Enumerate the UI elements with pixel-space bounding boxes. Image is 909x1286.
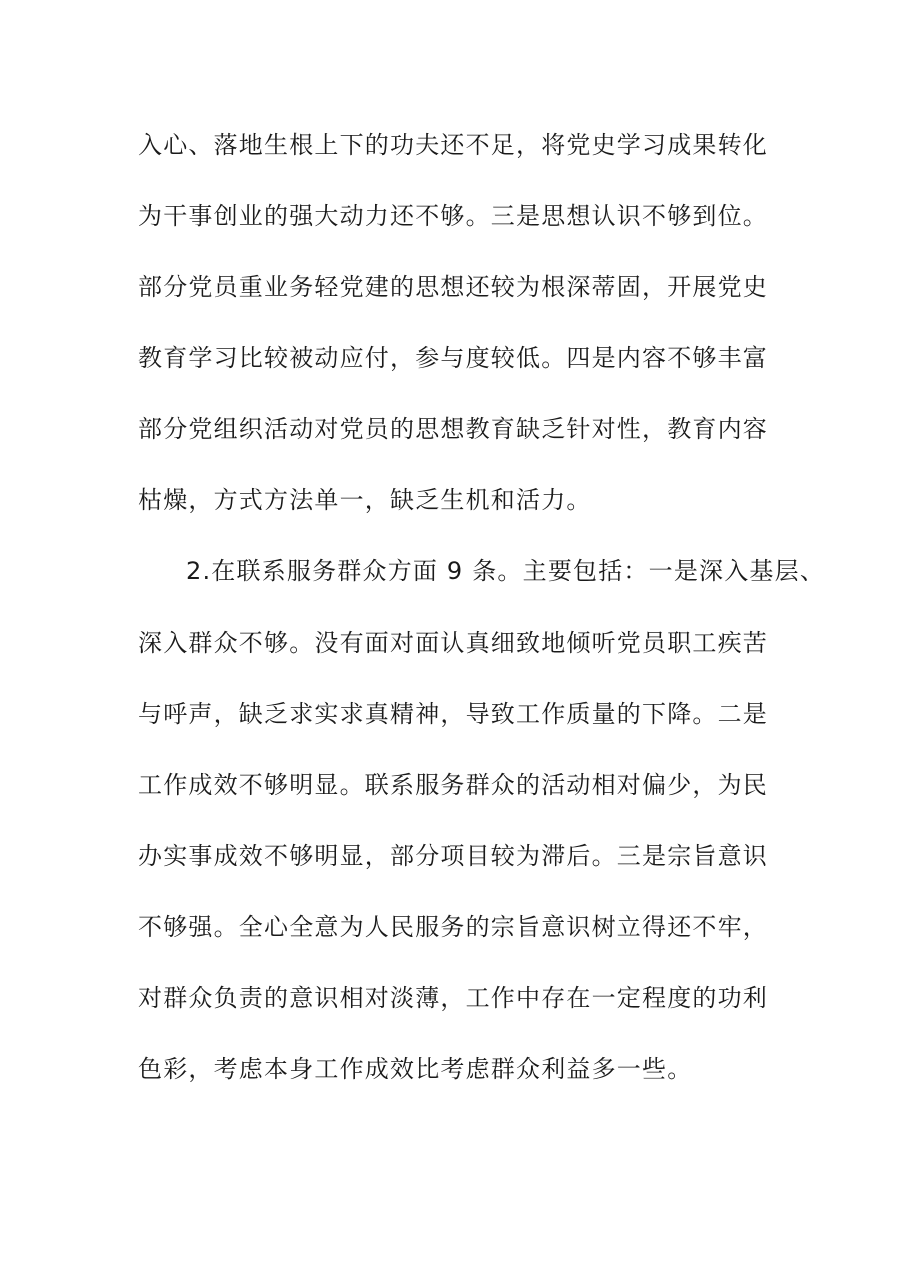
paragraph-2-line-5: 办实事成效不够明显，部分项目较为滞后。三是宗旨意识	[138, 842, 768, 870]
paragraph-2-line-3: 与呼声，缺乏求实求真精神，导致工作质量的下降。二是	[138, 700, 768, 728]
paragraph-1-line-2: 为干事创业的强大动力还不够。三是思想认识不够到位。	[138, 202, 768, 230]
paragraph-1-line-3: 部分党员重业务轻党建的思想还较为根深蒂固，开展党史	[138, 273, 768, 301]
paragraph-2-line-7: 对群众负责的意识相对淡薄，工作中存在一定程度的功利	[138, 984, 768, 1012]
paragraph-2-line-6: 不够强。全心全意为人民服务的宗旨意识树立得还不牢，	[138, 913, 768, 941]
paragraph-2-line-2: 深入群众不够。没有面对面认真细致地倾听党员职工疾苦	[138, 629, 768, 657]
paragraph-1-line-4: 教育学习比较被动应付，参与度较低。四是内容不够丰富	[138, 344, 768, 372]
paragraph-1-line-5: 部分党组织活动对党员的思想教育缺乏针对性，教育内容	[138, 415, 768, 443]
paragraph-1-line-6: 枯燥，方式方法单一，缺乏生机和活力。	[138, 486, 592, 514]
paragraph-2-line-1: 2.在联系服务群众方面 9 条。主要包括：一是深入基层、	[186, 557, 826, 585]
paragraph-2-line-8: 色彩，考虑本身工作成效比考虑群众利益多一些。	[138, 1055, 693, 1083]
paragraph-2-line-4: 工作成效不够明显。联系服务群众的活动相对偏少，为民	[138, 771, 768, 799]
paragraph-1-line-1: 入心、落地生根上下的功夫还不足，将党史学习成果转化	[138, 131, 768, 159]
